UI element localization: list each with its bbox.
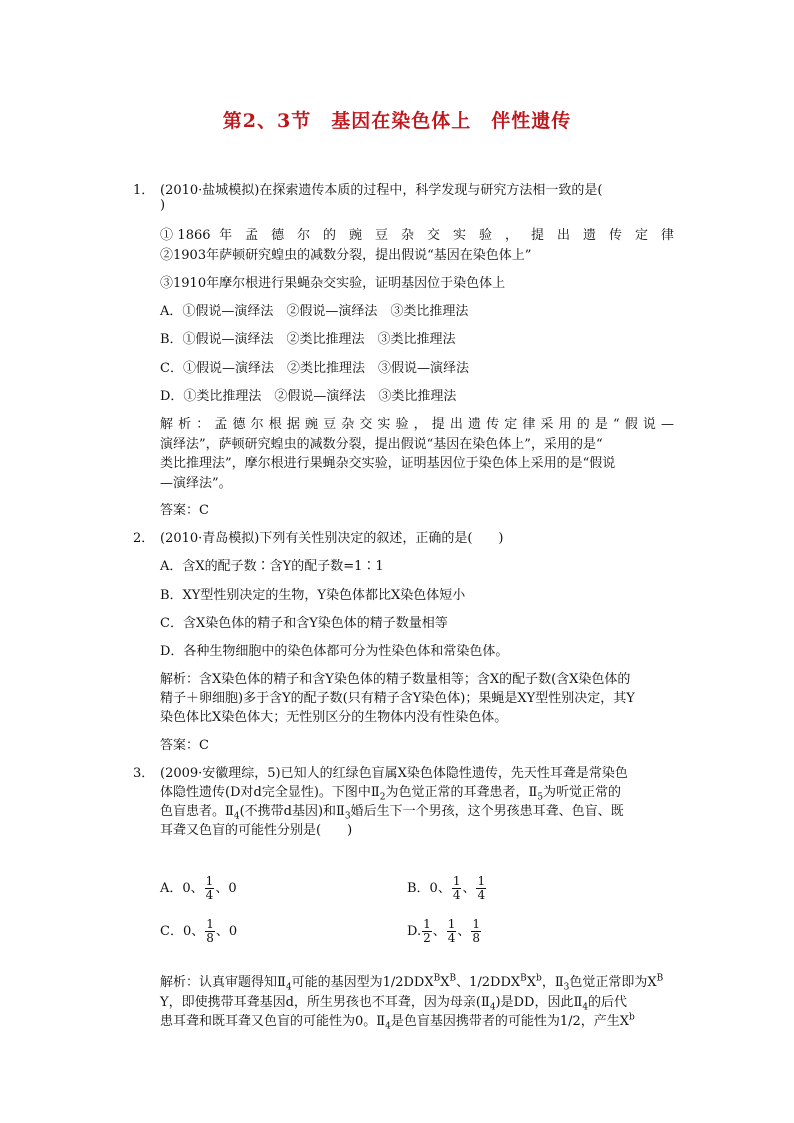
- q1-stem-line1: (2010·盐城模拟)在探索遗传本质的过程中，科学发现与研究方法相一致的是(: [160, 183, 603, 198]
- q2-option-a: A．含X的配子数∶含Y的配子数=1∶1: [160, 559, 384, 574]
- q1-analysis-line4: —演绎法”。: [160, 476, 232, 491]
- q3-analysis-line2: Y，即使携带耳聋基因d，所生男孩也不耳聋，因为母亲$(Ⅱ_4)$是DD，因此$Ⅱ_4$的后代: [160, 995, 628, 1013]
- q2-analysis-line3: 染色体比X染色体大；无性别区分的生物体内没有性染色体。: [160, 710, 508, 725]
- page-title: 第2、3节 基因在染色体上 伴性遗传: [222, 110, 572, 132]
- fraction-1-4: $\frac{1}{4}$: [205, 874, 214, 902]
- q1-option-c: C．①假说—演绎法 ②类比推理法 ③假说—演绎法: [160, 361, 469, 376]
- q1-number: 1．: [133, 183, 155, 198]
- q1-analysis-line1: 解析：孟德尔根据豌豆杂交实验，提出遗传定律采用的是“假说—: [160, 417, 674, 432]
- q1-item-1: ①1866 年 孟 德 尔 的 豌 豆 杂 交 实 验 ， 提 出 遗 传 定 律: [160, 228, 674, 243]
- fraction-1-4: $\frac{1}{4}$: [452, 874, 461, 902]
- q1-stem-line2: ): [160, 198, 166, 213]
- q2-number: 2．: [133, 531, 155, 546]
- q3-option-d: D. $\frac{1}{2}$ 、 $\frac{1}{4}$ 、 $\frac{1}{8}$: [407, 917, 481, 945]
- q2-option-d: D．各种生物细胞中的染色体都可分为性染色体和常染色体。: [160, 644, 509, 659]
- q3-option-c: C．0、 $\frac{1}{8}$ 、0: [160, 917, 238, 945]
- q3-stem-line3: 色盲患者。$Ⅱ_4$(不携带d基因)和$Ⅱ_3$婚后生下一个男孩，这个男孩患耳聋、色盲、既: [160, 804, 624, 822]
- q1-analysis-line3: 类比推理法”，摩尔根进行果蝇杂交实验，证明基因位于染色体上采用的是“假说: [160, 456, 616, 471]
- q3-stem-line4: 耳聋又色盲的可能性分别是( ): [160, 823, 353, 838]
- q3-option-a: A．0、 $\frac{1}{4}$ 、0: [160, 874, 237, 902]
- q2-analysis-line2: 精子＋卵细胞)多于含Y的配子数(只有精子含Y染色体)；果蝇是XY型性别决定，其Y: [160, 691, 635, 706]
- q1-option-b: B．①假说—演绎法 ②类比推理法 ③类比推理法: [160, 332, 456, 347]
- q2-option-c: C．含X染色体的精子和含Y染色体的精子数量相等: [160, 616, 448, 631]
- q3-option-b: B．0、 $\frac{1}{4}$ 、 $\frac{1}{4}$: [407, 874, 486, 902]
- q2-option-b: B．XY型性别决定的生物，Y染色体都比X染色体短小: [160, 588, 466, 603]
- q3-stem-line1: (2009·安徽理综，5)已知人的红绿色盲属X染色体隐性遗传，先天性耳聋是常染色: [160, 766, 628, 781]
- q1-option-d: D．①类比推理法 ②假说—演绎法 ③类比推理法: [160, 389, 457, 404]
- fraction-1-4: $\frac{1}{4}$: [447, 917, 456, 945]
- q3-analysis-line1: 解析：认真审题得知$Ⅱ_4$可能的基因型为$1/2DDX^BX^B$、$1/2DDX^BX^b$，$Ⅱ_3$色觉正常即为$X^B$: [160, 973, 664, 993]
- fraction-1-8: $\frac{1}{8}$: [206, 917, 214, 945]
- q3-analysis-line3: 患耳聋和既耳聋又色盲的可能性为0。$Ⅱ_4$是色盲基因携带者的可能性为1/2，产生$X^b$: [160, 1012, 635, 1032]
- fraction-1-4: $\frac{1}{4}$: [477, 874, 486, 902]
- q2-answer: 答案：C: [160, 738, 209, 753]
- q1-item-3: ③1910年摩尔根进行果蝇杂交实验，证明基因位于染色体上: [160, 276, 506, 291]
- fraction-1-2: $\frac{1}{2}$: [423, 917, 431, 945]
- q2-stem: (2010·青岛模拟)下列有关性别决定的叙述，正确的是( ): [160, 531, 504, 546]
- q1-option-a: A．①假说—演绎法 ②假说—演绎法 ③类比推理法: [160, 304, 469, 319]
- q1-analysis-line2: 演绎法”，萨顿研究蝗虫的减数分裂，提出假说“基因在染色体上”，采用的是“: [160, 437, 603, 452]
- q2-analysis-line1: 解析：含X染色体的精子和含Y染色体的精子数量相等；含X的配子数(含X染色体的: [160, 672, 631, 687]
- q1-item-2: ②1903年萨顿研究蝗虫的减数分裂，提出假说“基因在染色体上”: [160, 248, 532, 263]
- q3-stem-line2: 体隐性遗传(D对d完全显性)。下图中$Ⅱ_2$为色觉正常的耳聋患者，$Ⅱ_5$为听觉正常的: [160, 785, 622, 803]
- fraction-1-8: $\frac{1}{8}$: [472, 917, 481, 945]
- q1-answer: 答案：C: [160, 503, 209, 518]
- q3-number: 3．: [133, 766, 155, 781]
